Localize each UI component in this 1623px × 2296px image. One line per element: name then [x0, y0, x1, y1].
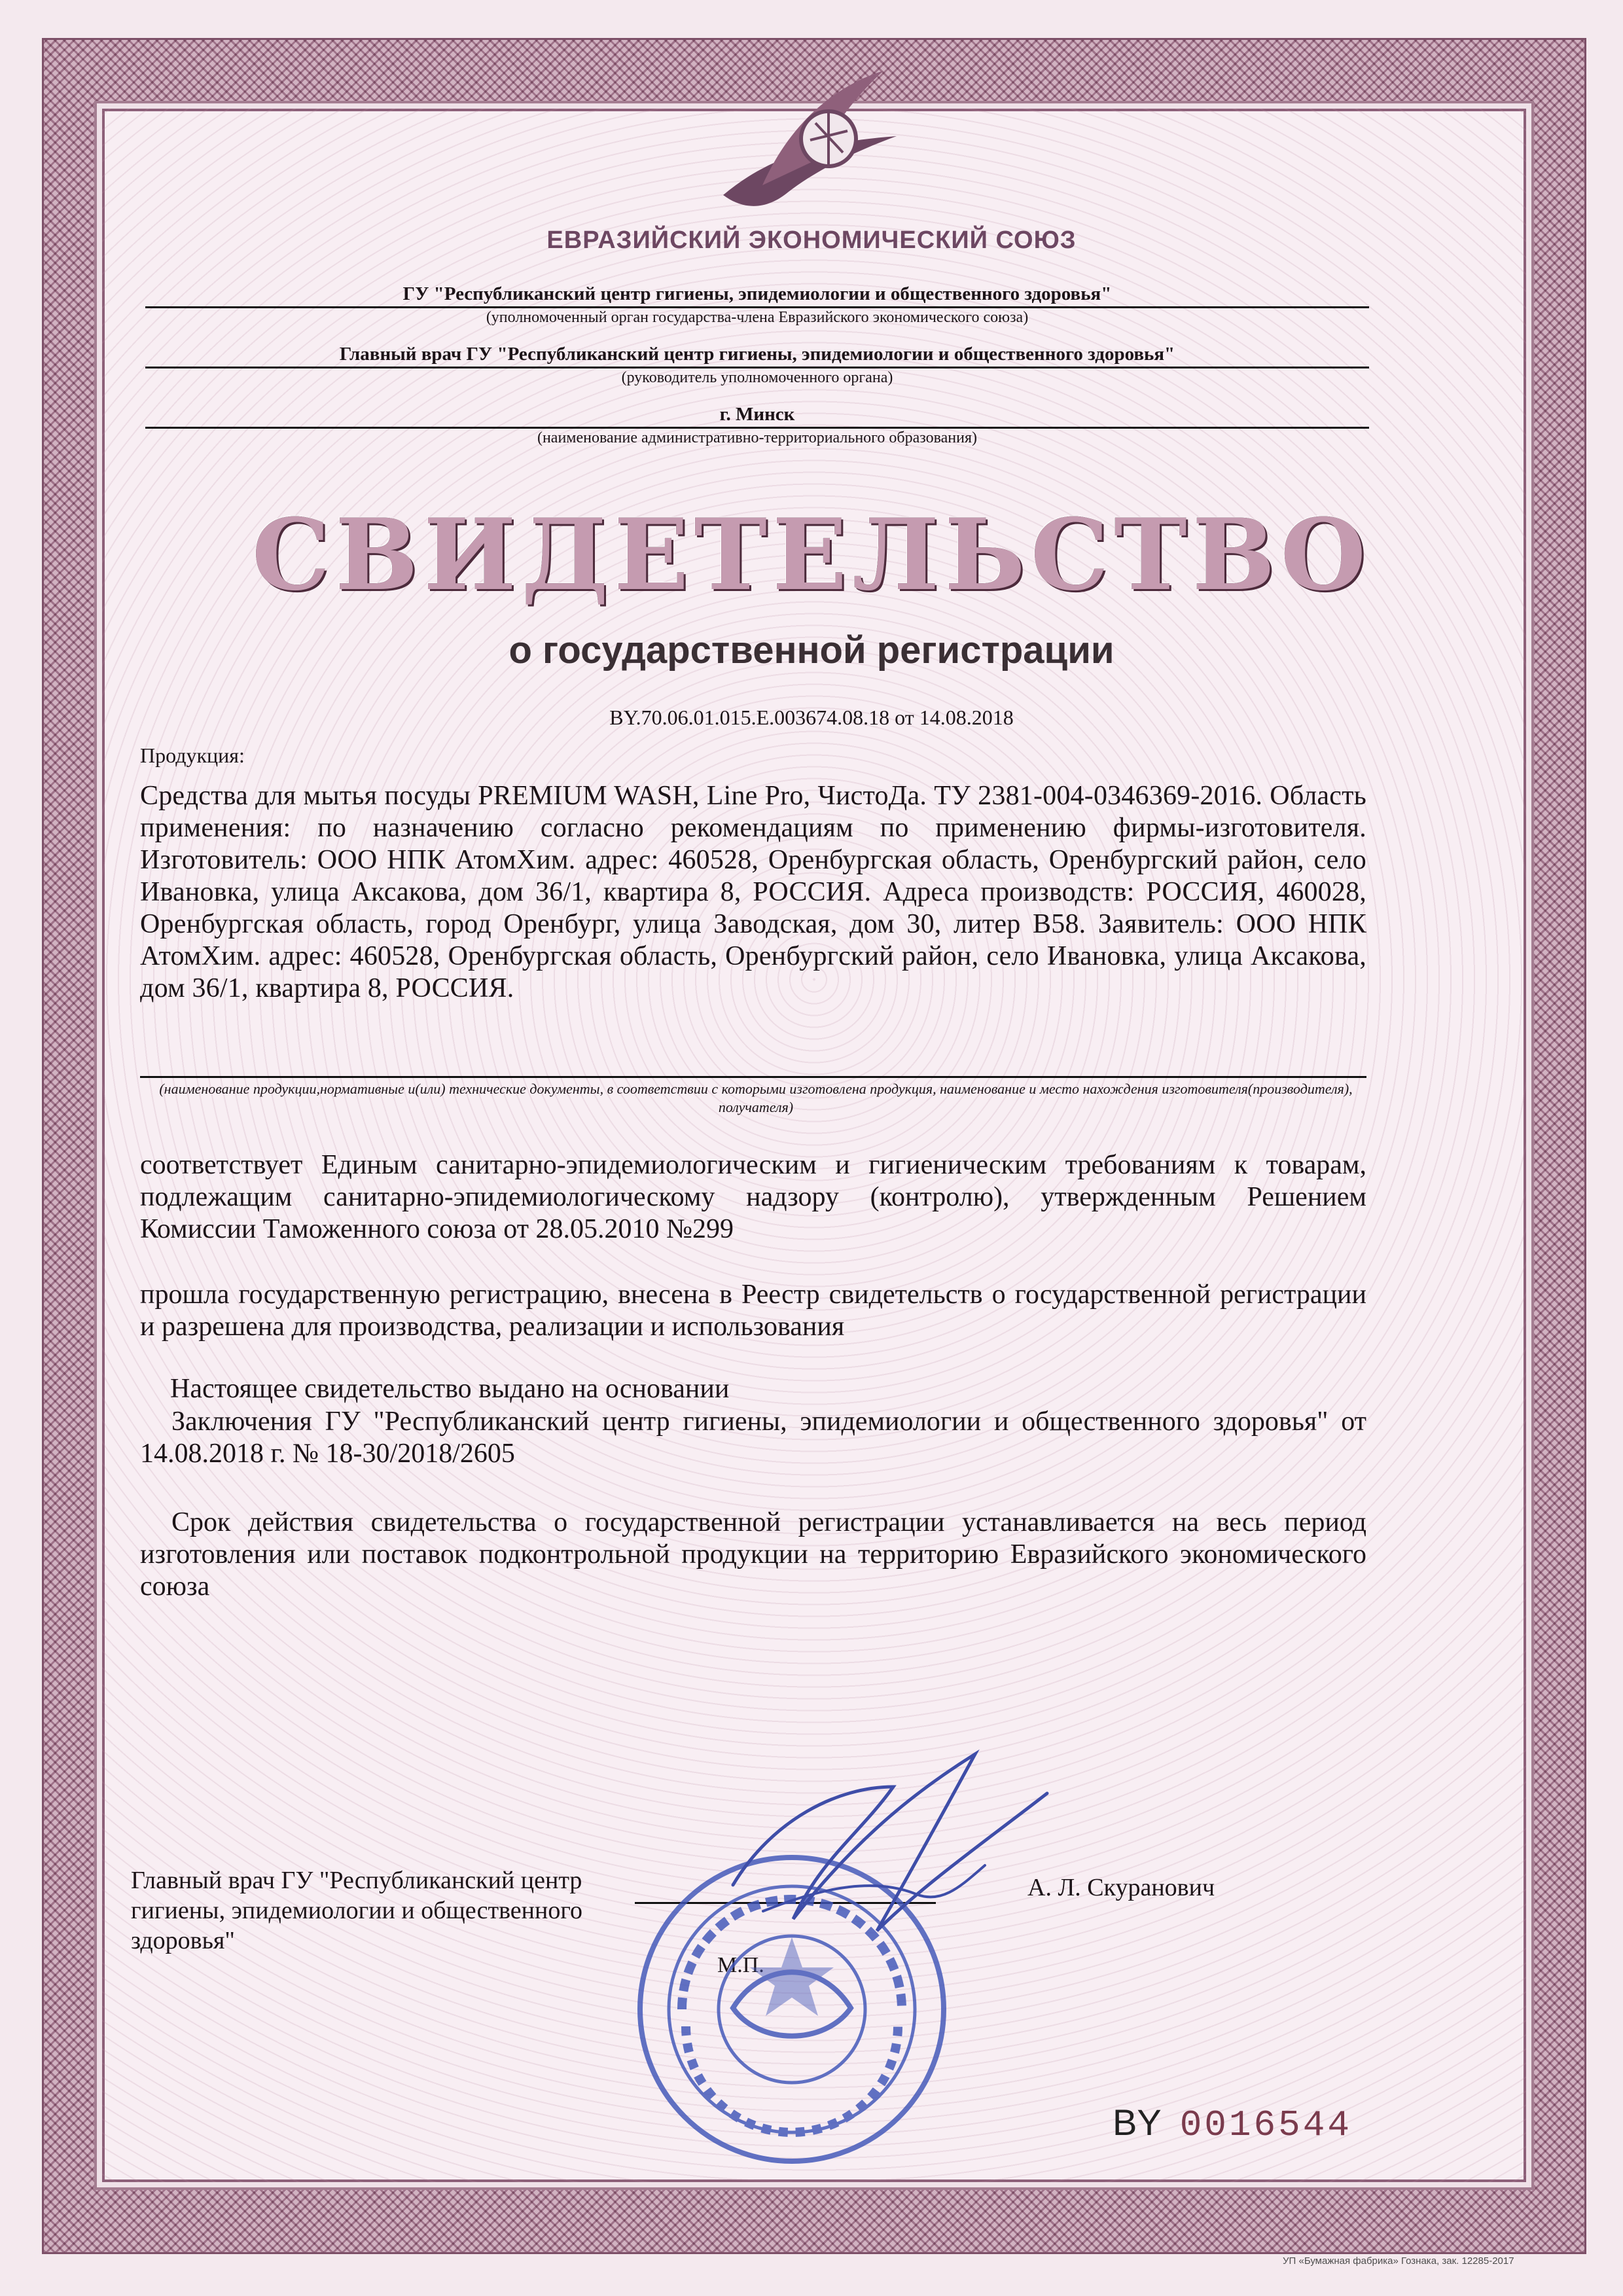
- product-note: (наименование продукции,нормативные и(или) технические документы, в соответствии с которыми изготовлена продукция, наименование и место нахождения изготовителя(производителя), получателя): [159, 1081, 1353, 1115]
- authority-field: [145, 283, 1369, 327]
- city-field: [145, 403, 1369, 447]
- registration-text: прошла государственную регистрацию, внесена в Реестр свидетельств о государственной регистрации и разрешена для производства, реализации и использования: [140, 1280, 1366, 1342]
- eaeu-emblem-icon: [700, 58, 916, 221]
- serial-number: [1113, 2101, 1352, 2146]
- basis-text: Заключения ГУ "Республиканский центр гигиены, эпидемиологии и общественного здоровья" от 14.08.2018 г. № 18-30/2018/2605: [140, 1407, 1366, 1469]
- basis-intro: Настоящее свидетельство выдано на основании: [170, 1374, 730, 1404]
- serial-country: BY: [1113, 2102, 1162, 2143]
- serial-digits: 0016544: [1179, 2104, 1352, 2146]
- authority-name: ГУ "Республиканский центр гигиены, эпидемиологии и общественного здоровья": [145, 283, 1369, 308]
- certificate-title: СВИДЕТЕЛЬСТВО: [251, 497, 1372, 613]
- authority-note: (уполномоченный орган государства-члена Евразийского экономического союза): [486, 309, 1029, 326]
- validity-text: Срок действия свидетельства о государственной регистрации устанавливается на весь период изготовления или поставок подконтрольной продукции на территорию Евразийского экономического союза: [140, 1507, 1366, 1602]
- city-name: г. Минск: [145, 403, 1369, 429]
- product-label: Продукция:: [140, 744, 245, 767]
- stamp-place: М.П.: [717, 1953, 764, 1977]
- certificate-subtitle: о государственной регистрации: [508, 629, 1115, 672]
- handwritten-signature-icon: [720, 1734, 1067, 1970]
- head-title: Главный врач ГУ "Республиканский центр гигиены, эпидемиологии и общественного здоровья": [145, 343, 1369, 368]
- head-field: [145, 343, 1369, 387]
- certificate-number: BY.70.06.01.015.E.003674.08.18 от 14.08.2018: [609, 706, 1014, 729]
- head-note: (руководитель уполномоченного органа): [621, 369, 893, 386]
- product-description: Средства для мытья посуды PREMIUM WASH, Line Pro, ЧистоДа. ТУ 2381-004-0346369-2016. Область применения: по назначению согласно рекомендациям по применению фирмы-изготовителя. Изготовитель: ООО НПК АтомХим. адрес: 460528, Оренбургская область, Оренбургский район, село Ивановка, улица Аксакова, дом 36/1, квартира 8, РОССИЯ. Адреса производств: РОССИЯ, 460028, Оренбургская область, город Оренбург, улица Заводская, дом 30, литер В58. Заявитель: ООО НПК АтомХим. адрес: 460528, Оренбургская область, Оренбургский район, село Ивановка, улица Аксакова, дом 36/1, квартира 8, РОССИЯ.: [140, 781, 1366, 1003]
- signer-role: Главный врач ГУ "Республиканский центр гигиены, эпидемиологии и общественного здоровья": [131, 1867, 582, 1954]
- union-name: ЕВРАЗИЙСКИЙ ЭКОНОМИЧЕСКИЙ СОЮЗ: [546, 226, 1077, 254]
- city-note: (наименование административно-территориального образования): [537, 429, 978, 446]
- signer-name: А. Л. Скуранович: [1027, 1874, 1215, 1901]
- product-divider: [140, 1076, 1366, 1078]
- printer-note: УП «Бумажная фабрика» Гознака, зак. 12285-2017: [1283, 2255, 1514, 2267]
- compliance-text: соответствует Единым санитарно-эпидемиологическим и гигиеническим требованиям к товарам, подлежащим санитарно-эпидемиологическому надзору (контролю), утвержденным Решением Комиссии Таможенного союза от 28.05.2010 №299: [140, 1150, 1366, 1244]
